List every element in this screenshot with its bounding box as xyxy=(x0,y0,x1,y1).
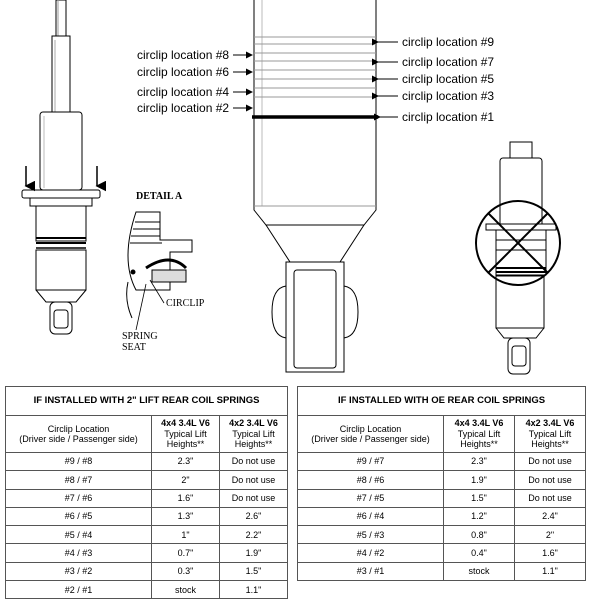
cell-4x2: Do not use xyxy=(220,471,288,489)
header-text: Heights** xyxy=(460,439,498,450)
header-text: 4x4 3.4L V6 xyxy=(454,418,504,429)
cell-4x2: 1.1" xyxy=(515,562,586,580)
circlip-label: CIRCLIP xyxy=(166,298,205,309)
cell-4x2: 1.6" xyxy=(515,544,586,562)
circlip-label-8: circlip location #8 xyxy=(137,48,230,62)
column-header-4x2 xyxy=(515,416,586,453)
circlip-labels-left xyxy=(137,48,252,115)
table-row xyxy=(6,562,288,580)
circlip-label-7: circlip location #7 xyxy=(402,55,495,69)
table-row xyxy=(298,507,586,525)
cell-4x2: 2.2" xyxy=(220,526,288,544)
circlip-label-3: circlip location #3 xyxy=(402,89,495,103)
cell-4x2: 1.9" xyxy=(220,544,288,562)
circlip-labels-right xyxy=(378,35,494,124)
cell-location: #5 / #4 xyxy=(6,526,152,544)
spring-seat-leader-line xyxy=(136,284,146,330)
cell-location: #8 / #7 xyxy=(6,471,152,489)
table-title: IF INSTALLED WITH 2" LIFT REAR COIL SPRINGS xyxy=(6,387,288,416)
header-text: Heights** xyxy=(166,439,205,450)
cell-location: #3 / #2 xyxy=(6,562,152,580)
header-text: Circlip Location xyxy=(339,423,402,434)
cell-4x4: 1.6" xyxy=(152,489,220,507)
cell-4x4: 1" xyxy=(152,526,220,544)
header-text: Typical Lift xyxy=(528,428,572,439)
table-row xyxy=(6,489,288,507)
table-row xyxy=(298,544,586,562)
column-header-location xyxy=(298,416,444,453)
header-text: (Driver side / Passenger side) xyxy=(311,434,430,444)
column-header-4x4 xyxy=(444,416,515,453)
cell-4x4: 1.3" xyxy=(152,507,220,525)
header-text: Heights** xyxy=(531,439,569,450)
cell-location: #6 / #4 xyxy=(298,507,444,525)
table-row xyxy=(6,471,288,489)
table-row xyxy=(6,544,288,562)
cell-4x4: 0.8" xyxy=(444,526,515,544)
right-shock-drawing xyxy=(486,142,556,374)
cell-4x4: 1.2" xyxy=(444,507,515,525)
cell-4x2: 2.4" xyxy=(515,507,586,525)
cell-4x2: 2.6" xyxy=(220,507,288,525)
spring-seat-label-line1: SPRING xyxy=(122,331,158,342)
table-row xyxy=(6,526,288,544)
cell-location: #9 / #8 xyxy=(6,453,152,471)
cell-location: #7 / #5 xyxy=(298,489,444,507)
cell-4x4: 2.3" xyxy=(152,453,220,471)
cell-4x2: 1.1" xyxy=(220,581,288,599)
cell-location: #2 / #1 xyxy=(6,581,152,599)
cell-4x4: 0.3" xyxy=(152,562,220,580)
cell-4x2: Do not use xyxy=(515,453,586,471)
column-header-4x4 xyxy=(152,416,220,453)
circlip-label-9: circlip location #9 xyxy=(402,35,495,49)
header-text: Circlip Location xyxy=(47,423,110,434)
cell-4x2: Do not use xyxy=(220,489,288,507)
cell-4x4: 0.4" xyxy=(444,544,515,562)
cell-4x4: stock xyxy=(444,562,515,580)
cell-4x4: 0.7" xyxy=(152,544,220,562)
circlip-label-6: circlip location #6 xyxy=(137,65,230,79)
cell-4x4: 1.9" xyxy=(444,471,515,489)
cell-4x2: Do not use xyxy=(515,471,586,489)
cell-location: #8 / #6 xyxy=(298,471,444,489)
column-header-location xyxy=(6,416,152,453)
cell-4x4: stock xyxy=(152,581,220,599)
column-header-4x2 xyxy=(220,416,288,453)
table-row xyxy=(298,489,586,507)
header-text: Typical Lift xyxy=(457,428,501,439)
cell-location: #4 / #3 xyxy=(6,544,152,562)
circlip-label-2: circlip location #2 xyxy=(137,101,230,115)
header-text: 4x2 3.4L V6 xyxy=(229,418,278,429)
header-text: Typical Lift xyxy=(164,428,207,439)
cell-4x4: 1.5" xyxy=(444,489,515,507)
header-text: 4x4 3.4L V6 xyxy=(161,418,210,429)
cell-4x4: 2" xyxy=(152,471,220,489)
detail-a-title: DETAIL A xyxy=(136,191,183,202)
header-text: Heights** xyxy=(234,439,273,450)
center-shock-drawing xyxy=(252,0,378,372)
spring-seat-label-line2: SEAT xyxy=(122,342,146,353)
header-text: 4x2 3.4L V6 xyxy=(525,418,575,429)
table-row xyxy=(298,526,586,544)
table-row xyxy=(298,453,586,471)
cell-4x2: 2" xyxy=(515,526,586,544)
table-row xyxy=(6,507,288,525)
circlip-label-5: circlip location #5 xyxy=(402,72,495,86)
circlip-label-4: circlip location #4 xyxy=(137,85,230,99)
cell-location: #7 / #6 xyxy=(6,489,152,507)
cell-location: #6 / #5 xyxy=(6,507,152,525)
table-title: IF INSTALLED WITH OE REAR COIL SPRINGS xyxy=(298,387,586,416)
header-text: (Driver side / Passenger side) xyxy=(19,434,138,444)
cell-location: #4 / #2 xyxy=(298,544,444,562)
cell-location: #5 / #3 xyxy=(298,526,444,544)
left-shock-drawing xyxy=(22,0,100,334)
cell-4x4: 2.3" xyxy=(444,453,515,471)
cell-4x2: Do not use xyxy=(515,489,586,507)
table-2in-lift-springs xyxy=(5,386,288,599)
cell-location: #3 / #1 xyxy=(298,562,444,580)
table-row xyxy=(6,581,288,599)
table-row xyxy=(298,471,586,489)
table-oe-springs xyxy=(297,386,586,581)
circlip-label-1: circlip location #1 xyxy=(402,110,495,124)
table-row xyxy=(298,562,586,580)
cell-4x2: Do not use xyxy=(220,453,288,471)
header-text: Typical Lift xyxy=(232,428,275,439)
cell-location: #9 / #7 xyxy=(298,453,444,471)
table-row xyxy=(6,453,288,471)
cell-4x2: 1.5" xyxy=(220,562,288,580)
